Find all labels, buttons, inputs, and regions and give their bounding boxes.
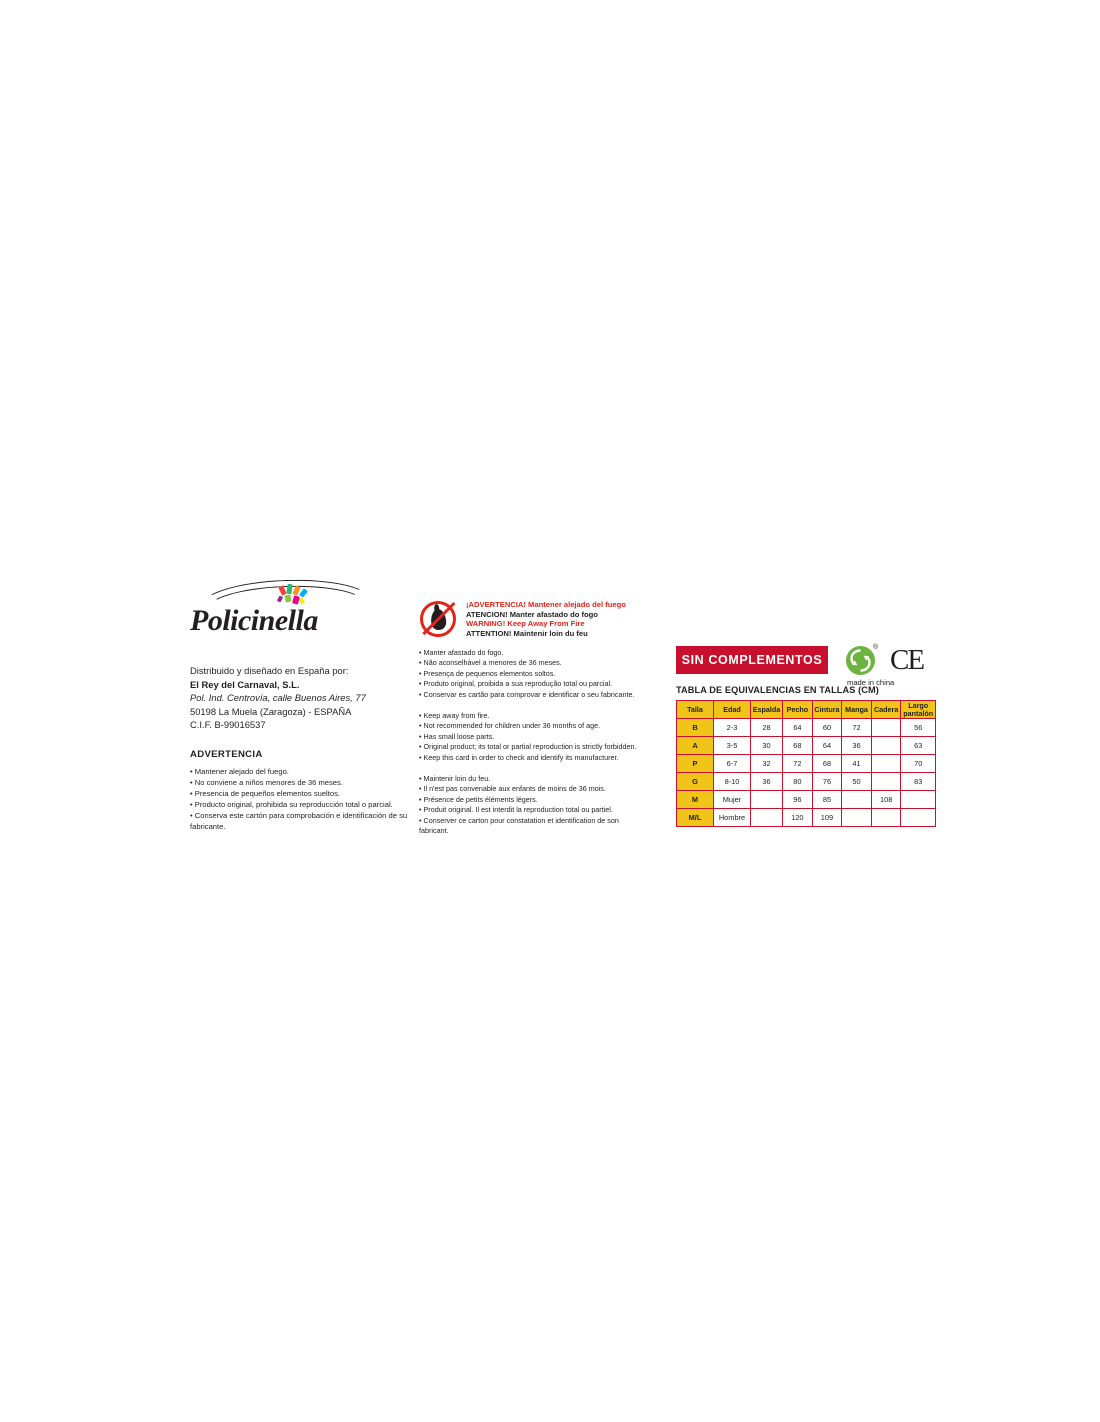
- cell-size: A: [677, 737, 714, 755]
- warning-headline-fr: ATTENTION! Maintenir loin du feu: [466, 628, 588, 638]
- brand-wordmark: Policinella: [190, 604, 318, 637]
- table-row: [677, 773, 936, 791]
- table-header-cell-pants-length: [901, 701, 936, 719]
- table-header-cell: Espalda: [751, 701, 783, 719]
- cell-hip: [871, 755, 901, 773]
- cell-back: [751, 791, 783, 809]
- warning-bullet: • Conserver ce carton pour constatation et identification de son fabricant.: [419, 815, 619, 836]
- ce-mark-icon: CE: [890, 644, 924, 676]
- distributor-block: [190, 664, 430, 732]
- made-in-label: made in china: [847, 678, 895, 687]
- cell-back: 30: [751, 737, 783, 755]
- cell-age: Hombre: [714, 809, 751, 827]
- warning-bullets-en: [419, 711, 649, 763]
- warning-bullet: • Mantener alejado del fuego.: [190, 766, 289, 776]
- cell-age: 8-10: [714, 773, 751, 791]
- left-column: [190, 578, 430, 832]
- address-line-2: 50198 La Muela (Zaragoza) - ESPAÑA: [190, 705, 352, 717]
- warning-bullet: • Presencia de pequeños elementos sueltos.: [190, 788, 340, 798]
- warning-bullets-pt: [419, 648, 649, 700]
- cell-chest: 68: [783, 737, 813, 755]
- middle-column: [419, 600, 649, 837]
- certification-badges: [846, 644, 946, 692]
- table-header-cell: Talla: [677, 701, 714, 719]
- cell-waist: 68: [812, 755, 842, 773]
- warning-headline-es: ¡ADVERTENCIA! Mantener alejado del fuego: [466, 600, 626, 609]
- cell-age: 2-3: [714, 719, 751, 737]
- warning-bullet: • Conserva este cartón para comprobación e identificación de su fabricante.: [190, 810, 408, 831]
- size-equivalence-table: [676, 700, 936, 827]
- cell-waist: 76: [812, 773, 842, 791]
- warning-headline-lines: [466, 600, 626, 638]
- warning-bullet: • Produto original, proibida a sua reprodução total ou parcial.: [419, 679, 613, 689]
- registered-trademark-icon: ®: [873, 644, 879, 651]
- warning-bullet: • No conviene a niños menores de 36 meses.: [190, 777, 343, 787]
- cell-size: P: [677, 755, 714, 773]
- table-header-cell: Edad: [714, 701, 751, 719]
- address-line-1: Pol. Ind. Centrovía, calle Buenos Aires, 77: [190, 692, 366, 704]
- cell-hip: 108: [871, 791, 901, 809]
- warning-headline-en: WARNING! Keep Away From Fire: [466, 619, 585, 628]
- no-fire-icon: [419, 600, 459, 640]
- warning-bullet: • Keep away from fire.: [419, 711, 490, 721]
- cell-back: 32: [751, 755, 783, 773]
- green-dot-recycle-icon: [846, 646, 875, 675]
- table-row: [677, 791, 936, 809]
- cell-pants-len: 63: [901, 737, 936, 755]
- table-header-cell: Cintura: [812, 701, 842, 719]
- cell-pants-len: [901, 791, 936, 809]
- right-column: [676, 646, 941, 827]
- warning-bullet: • Original product; its total or partial reproduction is strictly forbidden.: [419, 742, 637, 752]
- warning-bullet: • Presença de pequenos elementos soltos.: [419, 668, 556, 678]
- size-table-title: TABLA DE EQUIVALENCIAS EN TALLAS (CM): [676, 685, 879, 695]
- cell-hip: [871, 719, 901, 737]
- warning-bullets-es: [190, 766, 430, 832]
- warning-bullet: • Producto original, prohibida su reproducción total o parcial.: [190, 799, 393, 809]
- warning-bullet: • Keep this card in order to check and identify its manufacturer.: [419, 752, 619, 762]
- table-row: [677, 809, 936, 827]
- cell-age: 6-7: [714, 755, 751, 773]
- cell-waist: 60: [812, 719, 842, 737]
- table-header-cell: Cadera: [871, 701, 901, 719]
- cell-age: Mujer: [714, 791, 751, 809]
- cell-chest: 72: [783, 755, 813, 773]
- cell-pants-len: [901, 809, 936, 827]
- cell-chest: 96: [783, 791, 813, 809]
- no-accessories-banner: SIN COMPLEMENTOS: [676, 646, 828, 674]
- cell-back: 36: [751, 773, 783, 791]
- cell-pants-len: 70: [901, 755, 936, 773]
- distributed-by-label: Distribuido y diseñado en España por:: [190, 665, 349, 676]
- table-header-cell: Pecho: [783, 701, 813, 719]
- cell-hip: [871, 773, 901, 791]
- cell-waist: 109: [812, 809, 842, 827]
- cell-pants-len: 83: [901, 773, 936, 791]
- brand-logo: [190, 578, 390, 648]
- warning-headline-pt: ATENCION! Manter afastado do fogo: [466, 609, 598, 619]
- warning-bullet: • Conservar es cartão para comprovar e identificar o seu fabricante.: [419, 689, 635, 699]
- cell-chest: 120: [783, 809, 813, 827]
- warning-bullet: • Not recommended for children under 36 months of age.: [419, 721, 601, 731]
- header-line-1: Largo: [908, 701, 929, 710]
- warning-bullet: • Não aconselhável a menores de 36 meses.: [419, 658, 562, 668]
- cell-waist: 85: [812, 791, 842, 809]
- warning-bullet: • Has small loose parts.: [419, 731, 495, 741]
- table-row: [677, 719, 936, 737]
- warning-heading: ADVERTENCIA: [190, 748, 263, 760]
- cell-sleeve: [842, 791, 872, 809]
- cell-pants-len: 56: [901, 719, 936, 737]
- cell-hip: [871, 809, 901, 827]
- warning-bullet: • Maintenir loin du feu.: [419, 774, 491, 784]
- cell-size: G: [677, 773, 714, 791]
- warning-bullets-fr: [419, 774, 649, 836]
- cell-waist: 64: [812, 737, 842, 755]
- cell-back: [751, 809, 783, 827]
- company-name: El Rey del Carnaval, S.L.: [190, 678, 300, 690]
- warning-bullet: • Il n'est pas convenable aux enfants de moins de 36 mois.: [419, 784, 606, 794]
- table-header-cell: Manga: [842, 701, 872, 719]
- cell-size: B: [677, 719, 714, 737]
- cell-sleeve: [842, 809, 872, 827]
- cell-size: M: [677, 791, 714, 809]
- header-line-2: pantalón: [903, 708, 934, 718]
- multilingual-warning-header: [419, 600, 649, 648]
- cell-age: 3-5: [714, 737, 751, 755]
- cell-size: M/L: [677, 809, 714, 827]
- table-row: [677, 737, 936, 755]
- cell-chest: 80: [783, 773, 813, 791]
- cell-chest: 64: [783, 719, 813, 737]
- cell-sleeve: 72: [842, 719, 872, 737]
- table-row: [677, 755, 936, 773]
- cell-sleeve: 41: [842, 755, 872, 773]
- warning-bullet: • Manter afastado do fogo.: [419, 648, 504, 657]
- cell-sleeve: 36: [842, 737, 872, 755]
- table-header-row: [677, 701, 936, 719]
- cif-number: C.I.F. B-99016537: [190, 719, 266, 731]
- warning-bullet: • Produit original. Il est interdit la reproduction total ou partiel.: [419, 805, 613, 815]
- warning-bullet: • Présence de petits éléments légers.: [419, 794, 538, 804]
- cell-hip: [871, 737, 901, 755]
- cell-back: 28: [751, 719, 783, 737]
- cell-sleeve: 50: [842, 773, 872, 791]
